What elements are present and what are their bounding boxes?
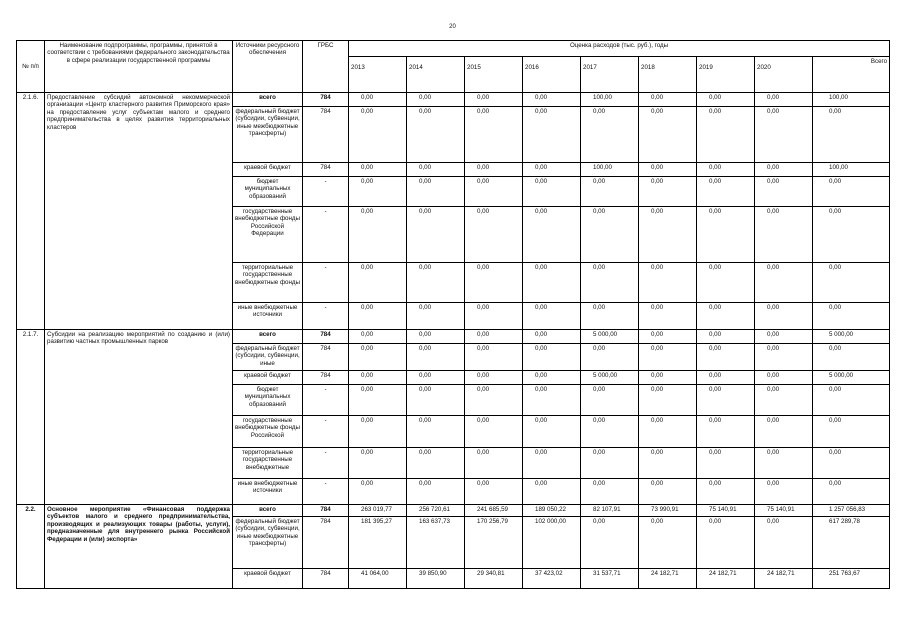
year-value: 0,00 bbox=[465, 448, 523, 479]
year-value: 0,00 bbox=[407, 479, 465, 505]
total-value: 5 000,00 bbox=[813, 371, 890, 385]
year-value: 0,00 bbox=[697, 107, 755, 163]
grbs-code: 784 bbox=[303, 330, 349, 344]
year-value: 0,00 bbox=[349, 107, 407, 163]
year-value: 0,00 bbox=[407, 330, 465, 344]
year-value: 100,00 bbox=[581, 93, 639, 107]
year-value: 0,00 bbox=[349, 448, 407, 479]
year-value: 0,00 bbox=[755, 303, 813, 330]
year-value: 0,00 bbox=[697, 416, 755, 448]
year-value: 5 000,00 bbox=[581, 330, 639, 344]
measure-name: Основное мероприятие «Финансовая поддержка субъектов малого и среднего предпринимательства, производящих и реализующих товары (работы, услуги), предназначенные для внутреннего рынка Российской Федерации и (или) экспорта» bbox=[45, 505, 233, 589]
year-value: 0,00 bbox=[755, 263, 813, 303]
total-value: 0,00 bbox=[813, 416, 890, 448]
year-value: 0,00 bbox=[697, 344, 755, 371]
funding-source: государственные внебюджетные фонды Российской bbox=[233, 416, 303, 448]
year-header: 2015 bbox=[465, 57, 523, 93]
year-value: 0,00 bbox=[407, 416, 465, 448]
year-value: 0,00 bbox=[465, 344, 523, 371]
year-value: 0,00 bbox=[349, 479, 407, 505]
header-num: № п/п bbox=[17, 41, 45, 93]
year-value: 0,00 bbox=[755, 385, 813, 416]
total-value: 0,00 bbox=[813, 263, 890, 303]
grbs-code: 784 bbox=[303, 505, 349, 517]
year-value: 102 000,00 bbox=[523, 517, 581, 569]
total-value: 0,00 bbox=[813, 303, 890, 330]
year-value: 0,00 bbox=[465, 107, 523, 163]
budget-table bbox=[16, 40, 890, 589]
total-value: 0,00 bbox=[813, 479, 890, 505]
year-value: 0,00 bbox=[523, 177, 581, 207]
year-value: 0,00 bbox=[639, 177, 697, 207]
table-body bbox=[17, 93, 890, 589]
table-row bbox=[17, 505, 890, 517]
year-value: 0,00 bbox=[465, 263, 523, 303]
total-value: 0,00 bbox=[813, 107, 890, 163]
year-value: 0,00 bbox=[755, 416, 813, 448]
year-value: 37 423,02 bbox=[523, 569, 581, 589]
funding-source: территориальные государственные внебюджетные фонды bbox=[233, 263, 303, 303]
header-source: Источники ресурсного обеспечения bbox=[233, 41, 303, 93]
year-value: 0,00 bbox=[581, 479, 639, 505]
year-value: 0,00 bbox=[581, 517, 639, 569]
funding-source: федеральный бюджет (субсидии, субвенции, иные межбюджетные трансферты) bbox=[233, 107, 303, 163]
year-value: 0,00 bbox=[407, 177, 465, 207]
year-value: 0,00 bbox=[581, 416, 639, 448]
grbs-code: - bbox=[303, 448, 349, 479]
year-value: 0,00 bbox=[465, 163, 523, 177]
year-value: 0,00 bbox=[581, 385, 639, 416]
funding-source: всего bbox=[233, 505, 303, 517]
year-value: 241 685,59 bbox=[465, 505, 523, 517]
total-value: 251 763,67 bbox=[813, 569, 890, 589]
measure-name: Предоставление субсидий автономной некоммерческой организации «Центр кластерного развития Приморского края» на предоставление услуг субъектам малого и среднего предпринимательства в целях развития территориальных кластеров bbox=[45, 93, 233, 330]
year-value: 0,00 bbox=[697, 207, 755, 263]
year-value: 41 064,00 bbox=[349, 569, 407, 589]
year-value: 0,00 bbox=[755, 207, 813, 263]
total-value: 5 000,00 bbox=[813, 330, 890, 344]
year-value: 0,00 bbox=[755, 177, 813, 207]
year-value: 163 637,73 bbox=[407, 517, 465, 569]
year-header: 2018 bbox=[639, 57, 697, 93]
year-value: 0,00 bbox=[697, 479, 755, 505]
year-value: 263 019,77 bbox=[349, 505, 407, 517]
year-value: 0,00 bbox=[639, 107, 697, 163]
row-number: 2.1.6. bbox=[17, 93, 45, 330]
grbs-code: 784 bbox=[303, 163, 349, 177]
year-value: 75 140,91 bbox=[697, 505, 755, 517]
year-value: 0,00 bbox=[523, 479, 581, 505]
total-value: 617 289,78 bbox=[813, 517, 890, 569]
year-value: 0,00 bbox=[523, 93, 581, 107]
year-value: 0,00 bbox=[639, 448, 697, 479]
total-value: 0,00 bbox=[813, 207, 890, 263]
year-value: 0,00 bbox=[349, 93, 407, 107]
year-header: 2013 bbox=[349, 57, 407, 93]
year-value: 0,00 bbox=[755, 517, 813, 569]
funding-source: всего bbox=[233, 330, 303, 344]
year-header: 2019 bbox=[697, 57, 755, 93]
year-value: 0,00 bbox=[523, 263, 581, 303]
year-value: 0,00 bbox=[581, 344, 639, 371]
year-header: 2014 bbox=[407, 57, 465, 93]
year-value: 0,00 bbox=[639, 330, 697, 344]
year-value: 0,00 bbox=[581, 177, 639, 207]
year-value: 0,00 bbox=[697, 517, 755, 569]
year-value: 0,00 bbox=[523, 344, 581, 371]
table-row bbox=[17, 330, 890, 344]
year-value: 0,00 bbox=[407, 207, 465, 263]
year-value: 0,00 bbox=[523, 416, 581, 448]
total-value: 0,00 bbox=[813, 448, 890, 479]
year-value: 0,00 bbox=[407, 93, 465, 107]
year-value: 31 537,71 bbox=[581, 569, 639, 589]
year-value: 0,00 bbox=[523, 107, 581, 163]
year-value: 0,00 bbox=[349, 163, 407, 177]
year-value: 0,00 bbox=[639, 344, 697, 371]
year-value: 0,00 bbox=[523, 330, 581, 344]
grbs-code: 784 bbox=[303, 93, 349, 107]
year-value: 0,00 bbox=[349, 416, 407, 448]
table-header bbox=[17, 41, 890, 93]
year-value: 0,00 bbox=[407, 303, 465, 330]
year-value: 0,00 bbox=[697, 263, 755, 303]
year-value: 0,00 bbox=[581, 207, 639, 263]
year-value: 75 140,91 bbox=[755, 505, 813, 517]
year-value: 0,00 bbox=[639, 479, 697, 505]
year-value: 0,00 bbox=[697, 93, 755, 107]
year-value: 0,00 bbox=[465, 330, 523, 344]
year-value: 0,00 bbox=[465, 207, 523, 263]
total-value: 0,00 bbox=[813, 344, 890, 371]
year-value: 0,00 bbox=[465, 177, 523, 207]
funding-source: государственные внебюджетные фонды Российской Федерации bbox=[233, 207, 303, 263]
year-header: 2020 bbox=[755, 57, 813, 93]
funding-source: краевой бюджет bbox=[233, 371, 303, 385]
grbs-code: 784 bbox=[303, 371, 349, 385]
year-value: 256 720,61 bbox=[407, 505, 465, 517]
year-value: 0,00 bbox=[755, 371, 813, 385]
year-value: 0,00 bbox=[697, 330, 755, 344]
funding-source: федеральный бюджет (субсидии, субвенции, иные межбюджетные трансферты) bbox=[233, 517, 303, 569]
row-number: 2.1.7. bbox=[17, 330, 45, 505]
funding-source: всего bbox=[233, 93, 303, 107]
year-value: 0,00 bbox=[639, 416, 697, 448]
year-value: 0,00 bbox=[523, 303, 581, 330]
year-value: 0,00 bbox=[581, 263, 639, 303]
year-value: 0,00 bbox=[407, 163, 465, 177]
table-row bbox=[17, 93, 890, 107]
year-value: 0,00 bbox=[639, 371, 697, 385]
year-value: 100,00 bbox=[581, 163, 639, 177]
year-value: 189 050,22 bbox=[523, 505, 581, 517]
year-value: 0,00 bbox=[755, 93, 813, 107]
year-value: 0,00 bbox=[465, 385, 523, 416]
year-value: 0,00 bbox=[697, 385, 755, 416]
grbs-code: - bbox=[303, 207, 349, 263]
year-value: 0,00 bbox=[581, 303, 639, 330]
year-value: 0,00 bbox=[755, 344, 813, 371]
grbs-code: 784 bbox=[303, 517, 349, 569]
year-value: 0,00 bbox=[407, 385, 465, 416]
year-value: 82 107,91 bbox=[581, 505, 639, 517]
year-value: 0,00 bbox=[465, 416, 523, 448]
measure-name: Субсидии на реализацию мероприятий по созданию и (или) развитию частных промышленных парков bbox=[45, 330, 233, 505]
total-value: 100,00 bbox=[813, 163, 890, 177]
year-value: 0,00 bbox=[349, 371, 407, 385]
total-header: Всего bbox=[813, 57, 890, 93]
year-value: 0,00 bbox=[407, 263, 465, 303]
funding-source: иные внебюджетные источники bbox=[233, 479, 303, 505]
year-value: 0,00 bbox=[697, 448, 755, 479]
year-value: 24 182,71 bbox=[755, 569, 813, 589]
year-value: 0,00 bbox=[523, 371, 581, 385]
funding-source: бюджет муниципальных образований bbox=[233, 385, 303, 416]
year-value: 0,00 bbox=[639, 93, 697, 107]
year-value: 0,00 bbox=[349, 263, 407, 303]
funding-source: федеральный бюджет (субсидии, субвенции, иные bbox=[233, 344, 303, 371]
year-value: 39 850,90 bbox=[407, 569, 465, 589]
year-value: 170 256,79 bbox=[465, 517, 523, 569]
year-value: 0,00 bbox=[755, 448, 813, 479]
year-value: 0,00 bbox=[465, 371, 523, 385]
year-value: 0,00 bbox=[407, 344, 465, 371]
grbs-code: - bbox=[303, 303, 349, 330]
total-value: 100,00 bbox=[813, 93, 890, 107]
funding-source: краевой бюджет bbox=[233, 569, 303, 589]
funding-source: краевой бюджет bbox=[233, 163, 303, 177]
year-header: 2017 bbox=[581, 57, 639, 93]
year-value: 0,00 bbox=[465, 93, 523, 107]
page-number: 20 bbox=[449, 24, 456, 30]
year-value: 0,00 bbox=[349, 330, 407, 344]
year-value: 29 340,81 bbox=[465, 569, 523, 589]
year-value: 0,00 bbox=[639, 263, 697, 303]
grbs-code: - bbox=[303, 479, 349, 505]
year-value: 0,00 bbox=[349, 207, 407, 263]
year-value: 0,00 bbox=[639, 163, 697, 177]
header-estimate: Оценка расходов (тыс. руб.), годы bbox=[349, 41, 890, 57]
funding-source: бюджет муниципальных образований bbox=[233, 177, 303, 207]
year-value: 0,00 bbox=[407, 107, 465, 163]
year-value: 0,00 bbox=[581, 448, 639, 479]
year-header: 2016 bbox=[523, 57, 581, 93]
year-value: 181 395,27 bbox=[349, 517, 407, 569]
year-value: 0,00 bbox=[407, 448, 465, 479]
year-value: 0,00 bbox=[755, 107, 813, 163]
funding-source: иные внебюджетные источники bbox=[233, 303, 303, 330]
year-value: 0,00 bbox=[639, 207, 697, 263]
year-value: 0,00 bbox=[349, 344, 407, 371]
row-number: 2.2. bbox=[17, 505, 45, 589]
year-value: 0,00 bbox=[349, 303, 407, 330]
year-value: 0,00 bbox=[755, 330, 813, 344]
year-value: 0,00 bbox=[523, 448, 581, 479]
year-value: 0,00 bbox=[407, 371, 465, 385]
year-value: 73 990,91 bbox=[639, 505, 697, 517]
year-value: 24 182,71 bbox=[697, 569, 755, 589]
year-value: 0,00 bbox=[349, 385, 407, 416]
grbs-code: 784 bbox=[303, 107, 349, 163]
year-value: 0,00 bbox=[523, 163, 581, 177]
year-value: 0,00 bbox=[639, 517, 697, 569]
year-value: 0,00 bbox=[697, 371, 755, 385]
grbs-code: 784 bbox=[303, 344, 349, 371]
total-value: 0,00 bbox=[813, 385, 890, 416]
year-value: 0,00 bbox=[523, 207, 581, 263]
header-name: Наименование подпрограммы, программы, принятой в соответствии с требованиями федерального законодательства в сфере реализации государственной программы bbox=[45, 41, 233, 93]
grbs-code: 784 bbox=[303, 569, 349, 589]
year-value: 0,00 bbox=[349, 177, 407, 207]
year-value: 0,00 bbox=[465, 479, 523, 505]
header-grbs: ГРБС bbox=[303, 41, 349, 93]
year-value: 24 182,71 bbox=[639, 569, 697, 589]
year-value: 0,00 bbox=[755, 163, 813, 177]
funding-source: территориальные государственные внебюджетные bbox=[233, 448, 303, 479]
year-value: 0,00 bbox=[639, 385, 697, 416]
grbs-code: - bbox=[303, 385, 349, 416]
year-value: 0,00 bbox=[697, 177, 755, 207]
grbs-code: - bbox=[303, 416, 349, 448]
year-value: 0,00 bbox=[639, 303, 697, 330]
year-value: 5 000,00 bbox=[581, 371, 639, 385]
grbs-code: - bbox=[303, 177, 349, 207]
total-value: 1 257 056,83 bbox=[813, 505, 890, 517]
year-value: 0,00 bbox=[581, 107, 639, 163]
year-value: 0,00 bbox=[755, 479, 813, 505]
total-value: 0,00 bbox=[813, 177, 890, 207]
year-value: 0,00 bbox=[697, 163, 755, 177]
grbs-code: - bbox=[303, 263, 349, 303]
year-value: 0,00 bbox=[697, 303, 755, 330]
year-value: 0,00 bbox=[465, 303, 523, 330]
year-value: 0,00 bbox=[523, 385, 581, 416]
